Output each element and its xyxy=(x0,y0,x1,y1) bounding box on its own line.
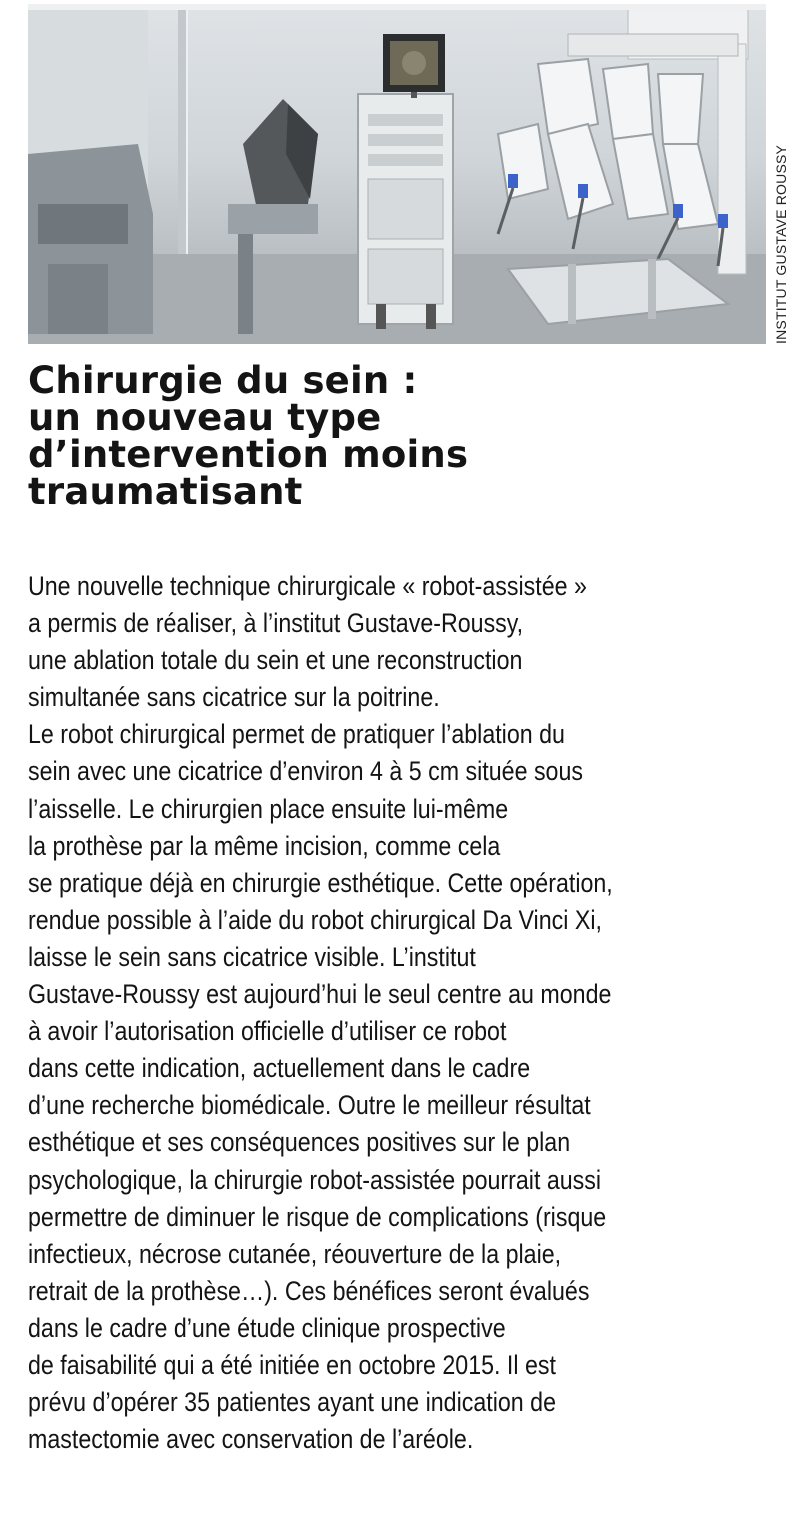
article-line: dans cette indication, actuellement dans le cadre xyxy=(28,1053,531,1084)
article-line: simultanée sans cicatrice sur la poitrine. xyxy=(28,682,440,713)
article-line: rendue possible à l’aide du robot chirurgical Da Vinci Xi, xyxy=(28,904,602,935)
headline-line: traumatisant xyxy=(28,470,303,513)
article-line: l’aisselle. Le chirurgien place ensuite lui-même xyxy=(28,793,509,824)
article-line: a permis de réaliser, à l’institut Gustave-Roussy, xyxy=(28,608,524,639)
article-line: mastectomie avec conservation de l’aréole. xyxy=(28,1424,474,1455)
article-line: infectieux, nécrose cutanée, réouverture de la plaie, xyxy=(28,1238,562,1269)
article-line: Gustave-Roussy est aujourd’hui le seul centre au monde xyxy=(28,979,612,1010)
article-line: à avoir l’autorisation officielle d’utiliser ce robot xyxy=(28,1016,507,1047)
photo-credit: INSTITUT GUSTAVE ROUSSY xyxy=(773,144,789,344)
article-line: retrait de la prothèse…). Ces bénéfices seront évalués xyxy=(28,1275,590,1306)
headline-line: un nouveau type xyxy=(28,396,382,439)
article-line: prévu d’opérer 35 patientes ayant une indication de xyxy=(28,1387,556,1418)
article-line: sein avec une cicatrice d’environ 4 à 5 cm située sous xyxy=(28,756,583,787)
article-line: se pratique déjà en chirurgie esthétique. Cette opération, xyxy=(28,867,613,898)
article-line: permettre de diminuer le risque de complications (risque xyxy=(28,1201,607,1232)
operating-room-illustration xyxy=(28,4,766,344)
article-body xyxy=(28,568,780,1458)
article-line: la prothèse par la même incision, comme cela xyxy=(28,830,501,861)
article-line: psychologique, la chirurgie robot-assistée pourrait aussi xyxy=(28,1164,602,1195)
article-line: Le robot chirurgical permet de pratiquer l’ablation du xyxy=(28,719,565,750)
article-line: dans le cadre d’une étude clinique prospective xyxy=(28,1312,506,1343)
article-line: Une nouvelle technique chirurgicale « robot-assistée » xyxy=(28,571,587,601)
article-line: une ablation totale du sein et une reconstruction xyxy=(28,645,523,676)
headline-line: Chirurgie du sein : xyxy=(28,359,418,402)
article-line: d’une recherche biomédicale. Outre le meilleur résultat xyxy=(28,1090,591,1121)
headline-line: d’intervention moins xyxy=(28,433,469,476)
headline xyxy=(28,359,768,513)
article-line: de faisabilité qui a été initiée en octobre 2015. Il est xyxy=(28,1349,556,1380)
surgical-robot-photo xyxy=(28,4,766,344)
article-line: laisse le sein sans cicatrice visible. L’institut xyxy=(28,941,476,972)
article-line: esthétique et ses conséquences positives sur le plan xyxy=(28,1127,571,1158)
